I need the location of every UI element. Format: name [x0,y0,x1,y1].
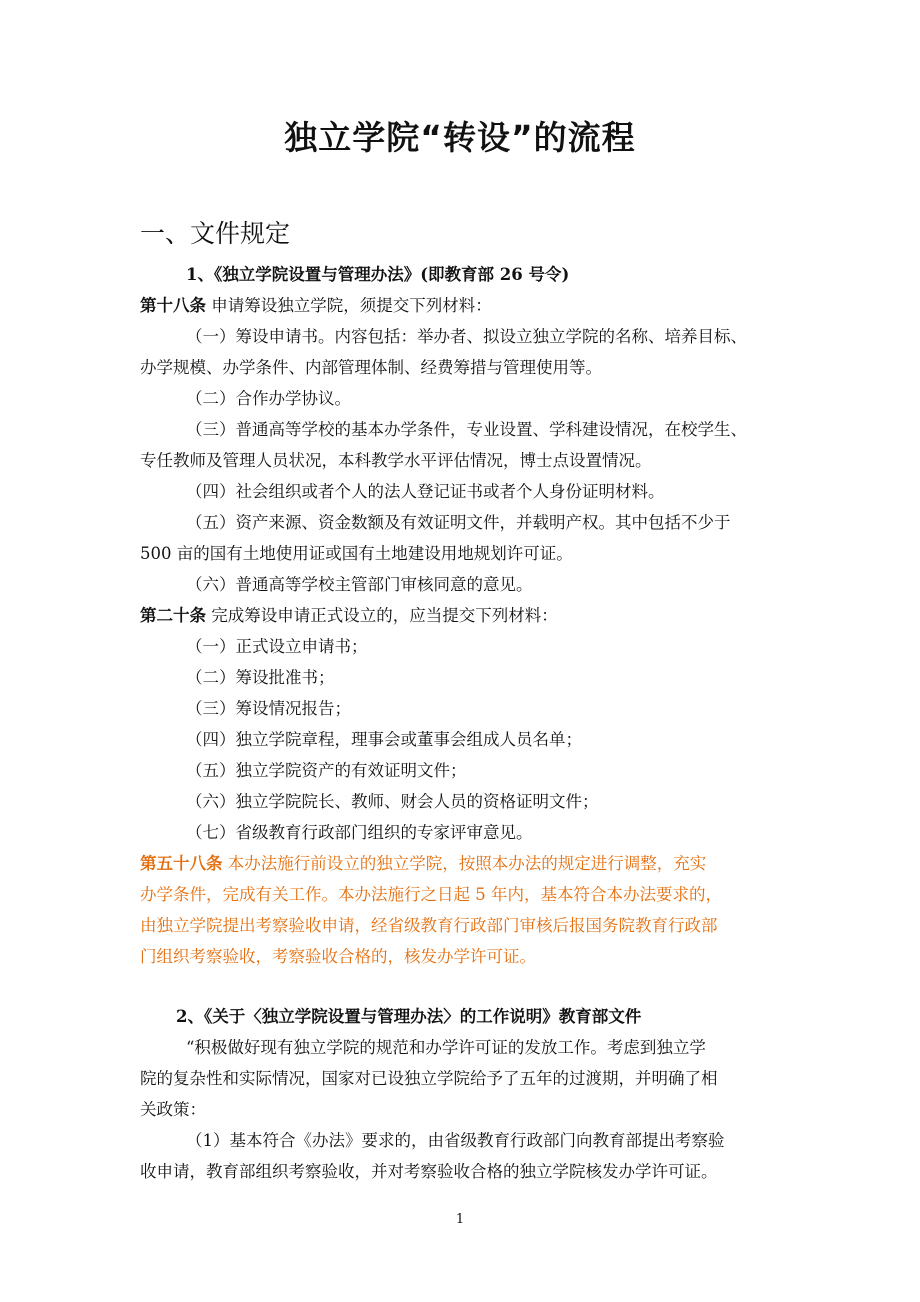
paragraph-line: （1）基本符合《办法》要求的，由省级教育行政部门向教育部提出考察验 [186,1131,725,1150]
paragraph-line: （六）普通高等学校主管部门审核同意的意见。 [186,575,533,594]
paragraph-line: （五）独立学院资产的有效证明文件； [186,761,467,780]
article-20-text: 完成筹设申请正式设立的，应当提交下列材料： [211,606,558,625]
paragraph-line: （七）省级教育行政部门组织的专家评审意见。 [186,823,533,842]
paragraph-line: 办学规模、办学条件、内部管理体制、经费筹措与管理使用等。 [140,358,602,377]
article-58-text: 本办法施行前设立的独立学院，按照本办法的规定进行调整，充实 [227,854,707,873]
paragraph-line: （二）筹设批准书； [186,668,335,687]
paragraph-line: （三）筹设情况报告； [186,699,351,718]
paragraph-line: （五）资产来源、资金数额及有效证明文件，并载明产权。其中包括不少于 [186,513,731,532]
article-18-line [140,296,790,316]
paragraph-line: （三）普通高等学校的基本办学条件，专业设置、学科建设情况，在校学生、 [186,420,747,439]
paragraph-line: 办学条件，完成有关工作。本办法施行之日起 5 年内，基本符合本办法要求的， [140,885,722,904]
paragraph-line: “积极做好现有独立学院的规范和办学许可证的发放工作。考虑到独立学 [186,1038,706,1057]
article-18-text: 申请筹设独立学院，须提交下列材料： [211,296,492,315]
paragraph-line: 500 亩的国有土地使用证或国有土地建设用地规划许可证。 [140,544,573,563]
paragraph-line: 专任教师及管理人员状况，本科教学水平评估情况，博士点设置情况。 [140,451,652,470]
paragraph-line: （四）社会组织或者个人的法人登记证书或者个人身份证明材料。 [186,482,665,501]
paragraph-line: （六）独立学院院长、教师、财会人员的资格证明文件； [186,792,599,811]
paragraph-line: 关政策： [140,1100,206,1119]
article-20-label: 第二十条 [140,606,206,625]
paragraph-line: 收申请，教育部组织考察验收，并对考察验收合格的独立学院核发办学许可证。 [140,1162,718,1181]
paragraph-line: （一）正式设立申请书； [186,637,368,656]
article-20-line [140,606,790,626]
section-heading: 一、文件规定 [140,219,291,248]
paragraph-line: 由独立学院提出考察验收申请，经省级教育行政部门审核后报国务院教育行政部 [140,916,718,935]
paragraph-line: 院的复杂性和实际情况，国家对已设独立学院给予了五年的过渡期，并明确了相 [140,1069,718,1088]
paragraph-line: 门组织考察验收，考察验收合格的，核发办学许可证。 [140,947,536,966]
doc1-heading: 1、《独立学院设置与管理办法》(即教育部 26 号令) [186,265,570,284]
paragraph-line: （一）筹设申请书。内容包括：举办者、拟设立独立学院的名称、培养目标、 [186,327,747,346]
page-number: 1 [455,1212,465,1227]
article-58-label: 第五十八条 [140,854,223,873]
doc2-heading: 2、《关于〈独立学院设置与管理办法〉的工作说明》教育部文件 [176,1007,642,1026]
article-18-label: 第十八条 [140,296,206,315]
article-58-line [140,854,790,874]
document-title: 独立学院“转设”的流程 [284,118,636,157]
paragraph-line: （四）独立学院章程，理事会或董事会组成人员名单； [186,730,582,749]
paragraph-line: （二）合作办学协议。 [186,389,351,408]
